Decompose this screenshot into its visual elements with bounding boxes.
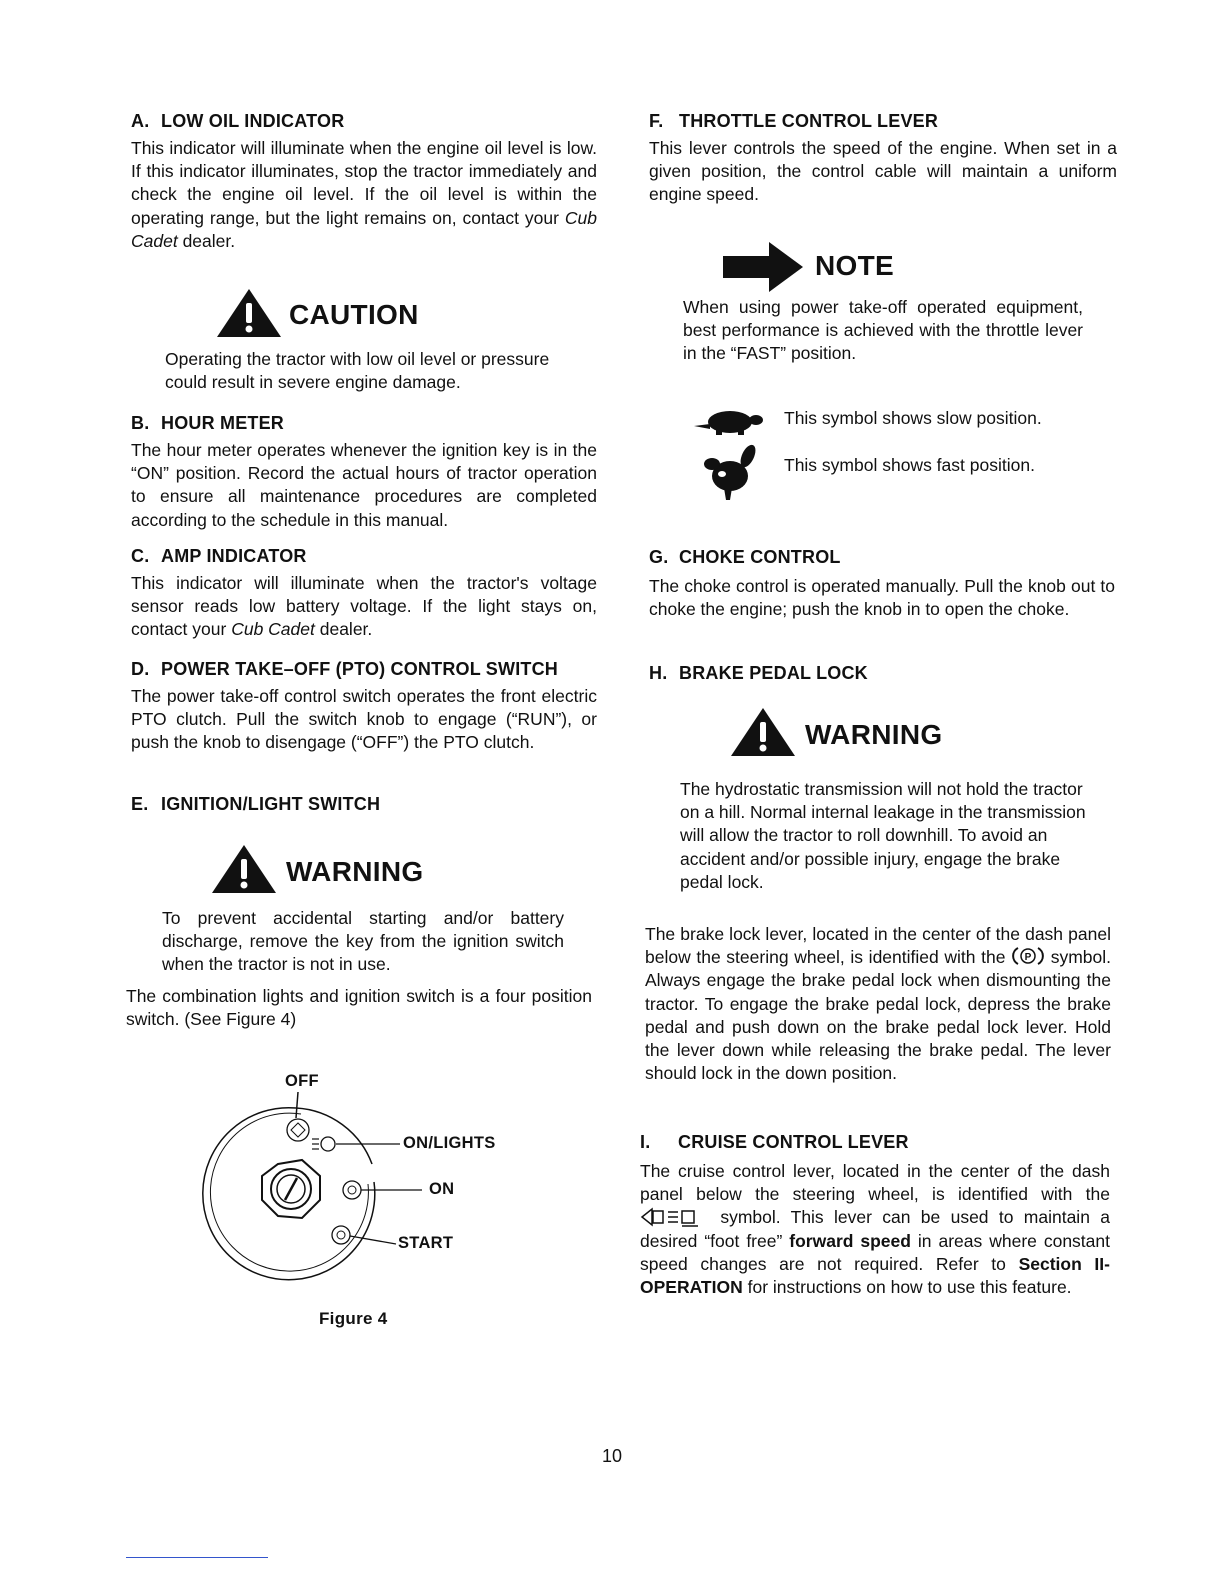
section-d	[131, 658, 597, 755]
section-h	[649, 662, 1115, 684]
section-g	[649, 546, 1115, 621]
ignition-warning-title: WARNING	[286, 856, 424, 887]
section-f-heading: F. THROTTLE CONTROL LEVER	[649, 111, 939, 131]
section-h-body: The brake lock lever, located in the center of the dash panel below the steering wheel, is identified with the P symbol. Always engage the brake pedal lock when dismounting the tractor. To engage the brake pedal lock, depress the brake pedal and push down on the brake pedal lock lever. Hold the lever down while releasing the brake pedal. The lever should lock in the down position.	[645, 924, 1112, 1084]
figure-label-on: ON	[429, 1180, 455, 1198]
footer-rule	[126, 1557, 268, 1558]
figure-caption: Figure 4	[319, 1309, 388, 1328]
arrow-right-icon	[723, 240, 805, 292]
ignition-switch-diagram	[200, 1068, 520, 1288]
section-c-heading: C. AMP INDICATOR	[131, 546, 307, 566]
section-i-body: The cruise control lever, located in the center of the dash panel below the steering wheel, is identified with the symbol. This lever can be used to maintain a desired “foot free” forward speed in areas where constant speed changes are not required. Refer to Section II- OPERATION for instructions on how to use this feature.	[640, 1161, 1110, 1298]
rabbit-icon	[700, 444, 764, 500]
section-h-heading: H. BRAKE PEDAL LOCK	[649, 663, 868, 683]
section-a-heading: A. LOW OIL INDICATOR	[131, 111, 345, 131]
section-b	[131, 412, 597, 532]
section-i-heading: I. CRUISE CONTROL LEVER	[640, 1132, 909, 1152]
figure-4	[200, 1068, 520, 1288]
brake-warning-text: The hydrostatic transmission will not hold the tractor on a hill. Normal internal leakage in the transmission will allow the tractor to roll downhill. To avoid an accident and/or possible injury, engage the brake pedal lock.	[680, 779, 1086, 892]
caution-title: CAUTION	[289, 299, 419, 330]
brake-warning-callout	[729, 706, 942, 758]
section-c	[131, 545, 597, 642]
section-g-heading: G. CHOKE CONTROL	[649, 547, 841, 567]
caution-callout	[215, 287, 419, 339]
figure-label-on-lights: ON/LIGHTS	[403, 1134, 496, 1152]
brake-warning-title: WARNING	[805, 719, 943, 750]
section-e-heading: E. IGNITION/LIGHT SWITCH	[131, 794, 381, 814]
section-d-body: The power take-off control switch operates the front electric PTO clutch. Pull the switch knob to engage (“RUN”), or push the knob to disengage (“OFF”) the PTO clutch.	[131, 686, 597, 753]
caution-text: Operating the tractor with low oil level or pressure could result in severe engine damage.	[165, 349, 550, 393]
figure-label-start: START	[398, 1234, 454, 1252]
note-callout	[723, 240, 894, 292]
warning-triangle-icon	[215, 287, 283, 339]
section-e	[131, 793, 597, 815]
section-i	[640, 1131, 1110, 1299]
park-p-icon	[1011, 946, 1045, 966]
turtle-icon	[690, 402, 770, 438]
ignition-warning-callout	[210, 843, 423, 895]
svg-text:P: P	[1024, 952, 1032, 964]
section-f-body: This lever controls the speed of the engine. When set in a given position, the control cable will maintain a uniform engine speed.	[649, 138, 1117, 205]
section-a	[131, 110, 597, 253]
section-a-body: This indicator will illuminate when the engine oil level is low. If this indicator illuminates, stop the tractor immediately and check the engine oil level. If the oil level is within the operating range, but the light remains on, contact your Cub Cadet dealer.	[131, 138, 597, 251]
figure-label-off: OFF	[285, 1072, 319, 1090]
section-b-heading: B. HOUR METER	[131, 413, 284, 433]
note-text: When using power take-off operated equipment, best performance is achieved with the throttle lever in the “FAST” position.	[683, 297, 1083, 364]
warning-triangle-icon	[729, 706, 797, 758]
section-e-body: The combination lights and ignition switch is a four position switch. (See Figure 4)	[126, 986, 592, 1030]
section-g-body: The choke control is operated manually. Pull the knob out to choke the engine; push the knob in to open the choke.	[649, 576, 1115, 620]
slow-symbol-text: This symbol shows slow position.	[784, 408, 1042, 428]
fast-symbol-text: This symbol shows fast position.	[784, 455, 1035, 475]
cruise-control-icon	[640, 1207, 710, 1227]
note-title: NOTE	[815, 250, 894, 281]
section-f	[649, 110, 1117, 207]
warning-triangle-icon	[210, 843, 278, 895]
ignition-warning-text: To prevent accidental starting and/or battery discharge, remove the key from the ignition switch when the tractor is not in use.	[162, 908, 564, 975]
section-c-body: This indicator will illuminate when the tractor's voltage sensor reads low battery voltage. If the light stays on, contact your Cub Cadet dealer.	[131, 573, 597, 640]
page-number: 10	[602, 1446, 623, 1466]
section-b-body: The hour meter operates whenever the ignition key is in the “ON” position. Record the actual hours of tractor operation to ensure all maintenance procedures are completed according to the schedule in this manual.	[131, 440, 597, 530]
section-d-heading: D. POWER TAKE–OFF (PTO) CONTROL SWITCH	[131, 659, 558, 679]
